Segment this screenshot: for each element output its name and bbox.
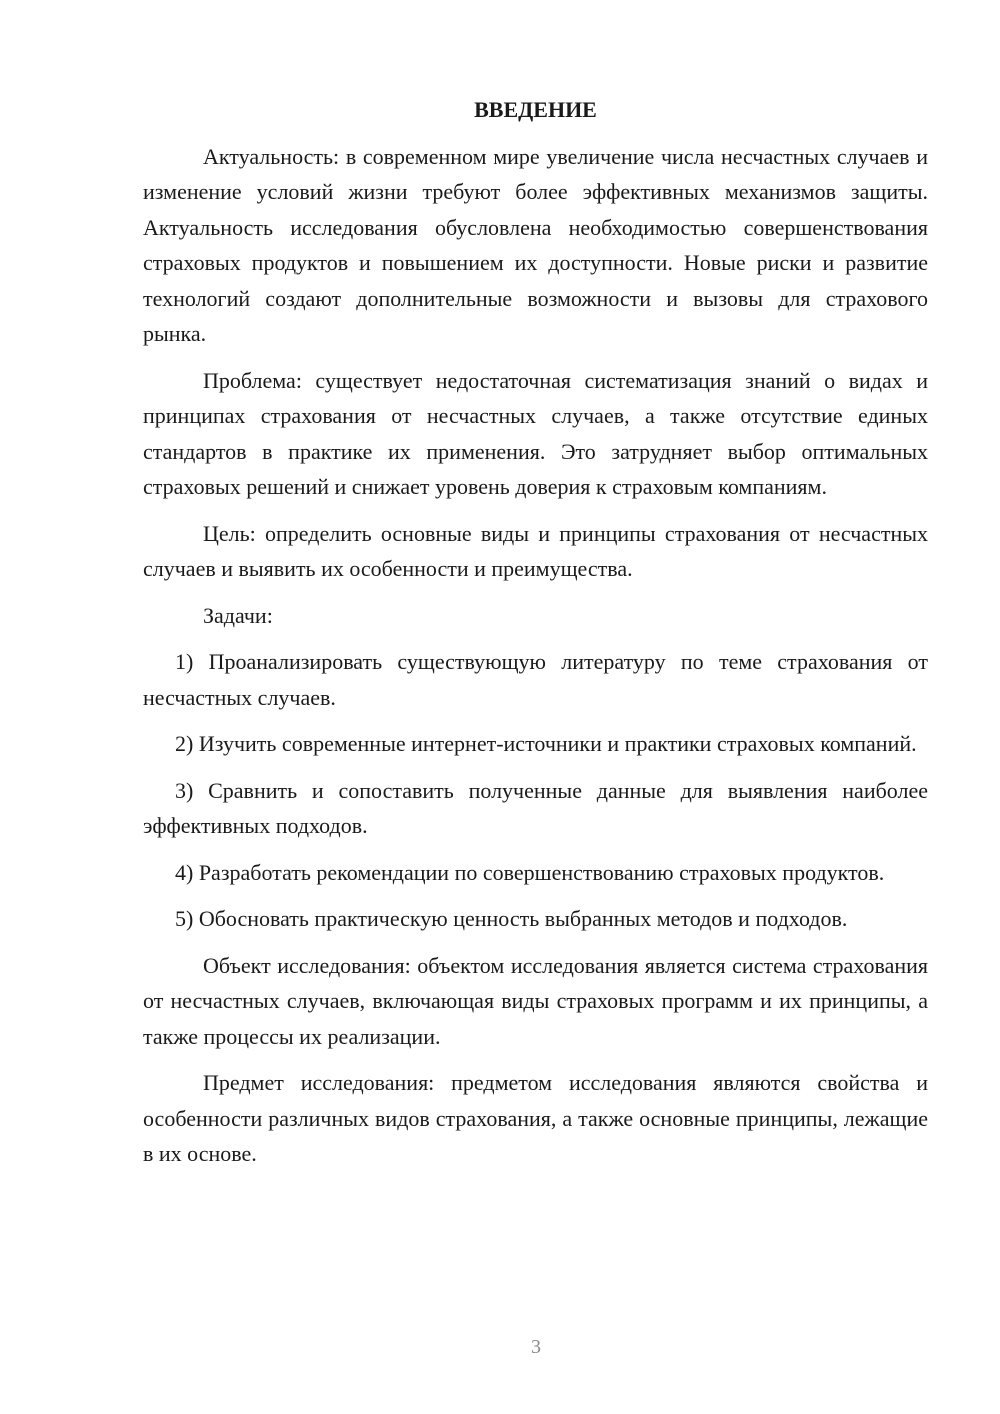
paragraph-object: Объект исследования: объектом исследования является система страхования от несчастных случаев, включающая виды страховых программ и их принципы, а также процессы их реализации. [143, 952, 928, 1049]
page-number: 3 [531, 1336, 541, 1358]
tasks-heading: Задачи: [203, 602, 273, 628]
paragraph-subject: Предмет исследования: предметом исследования являются свойства и особенности различных видов страхования, а также основные принципы, лежащие в их основе. [143, 1070, 928, 1166]
task-item-4: 4) Разработать рекомендации по совершенствованию страховых продуктов. [175, 859, 885, 885]
task-item-3: 3) Сравнить и сопоставить полученные данные для выявления наиболее эффективных подходов. [143, 777, 928, 838]
task-item-5: 5) Обосновать практическую ценность выбранных методов и подходов. [175, 906, 848, 931]
page-content [143, 92, 928, 1172]
section-title: ВВЕДЕНИЕ [474, 97, 597, 122]
paragraph-problem: Проблема: существует недостаточная систематизация знаний о видах и принципах страхования от несчастных случаев, а также отсутствие единых стандартов в практике их применения. Это затрудняет выбор оптимальных страховых решений и снижает уровень доверия к страховым компаниям. [143, 367, 928, 499]
paragraph-goal: Цель: определить основные виды и принципы страхования от несчастных случаев и выявить их особенности и преимущества. [143, 520, 928, 581]
task-item-2: 2) Изучить современные интернет-источники и практики страховых компаний. [175, 731, 917, 756]
paragraph-relevance: Актуальность: в современном мире увеличение числа несчастных случаев и изменение условий жизни требуют более эффективных механизмов защиты. Актуальность исследования обусловлена необходимостью совершенствования страховых продуктов и повышением их доступности. Новые риски и развитие технологий создают дополнительные возможности и вызовы для страхового рынка. [143, 143, 928, 346]
task-item-1: 1) Проанализировать существующую литературу по теме страхования от несчастных случаев. [143, 649, 928, 710]
